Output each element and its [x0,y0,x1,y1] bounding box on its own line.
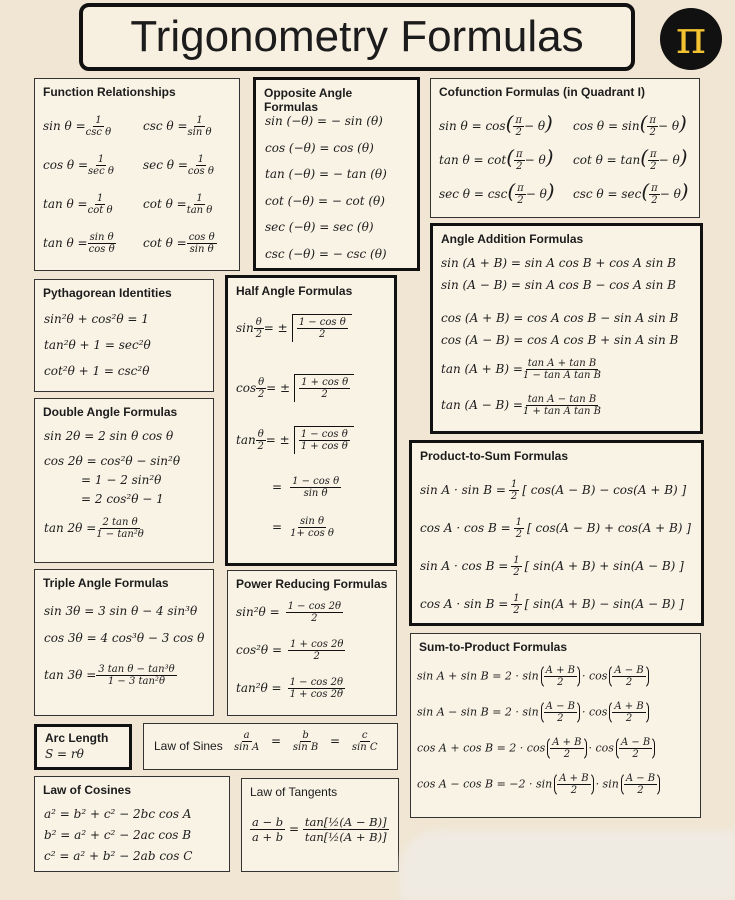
formula-fraction [96,517,144,540]
paren: ) [679,111,687,135]
denominator: 1 + cos 2θ [289,689,344,700]
formula-tail: − θ [525,187,547,201]
paren: ( [640,145,649,169]
formula-line: csc (−θ) = − csc (θ) [265,246,387,261]
numerator: 1 [97,154,105,165]
formula-lhs: sin²θ = [236,605,280,619]
formula-fraction [88,232,116,255]
numerator: 1 − cos θ [298,317,346,328]
formula-line [420,593,684,616]
law-of-sines-box [143,723,398,770]
sqrt-radical [294,426,354,454]
formula-fraction [288,639,345,662]
formula-line: sin (−θ) = − sin (θ) [265,114,383,128]
numerator: π [651,183,658,194]
equals-sign: = [272,520,283,534]
formula-line [573,145,688,172]
denominator: 2 [649,127,656,138]
denominator: 2 [516,161,523,172]
section-heading: Triple Angle Formulas [43,576,169,590]
formula-fraction [619,737,652,760]
paren: ( [641,179,650,203]
formula-fraction [188,154,214,177]
formula-tail: − θ [658,153,680,167]
formula-lhs: tan 3θ = [44,668,97,682]
formula-tail: − θ [524,153,546,167]
formula-line: tan (−θ) = − tan (θ) [265,167,387,181]
section-heading: Power Reducing Formulas [236,577,388,591]
paren: ( [507,179,516,203]
numerator: θ [258,377,265,388]
formula-lhs: cos θ = [43,158,89,172]
formula-line [143,115,212,138]
pythagorean-box [34,279,214,392]
paren-group [554,772,593,797]
formula-line [236,677,345,700]
numerator: A + B [559,773,589,784]
numerator: cos θ [188,232,215,243]
formula-fraction [511,555,521,578]
formula-fraction [649,183,660,206]
formula-rhs: [ cos(A − B) − cos(A + B) ] [522,483,687,497]
numerator: A + B [545,665,575,676]
formula-line [439,145,554,172]
denominator: 2 [313,651,320,662]
numerator: sin θ [89,232,114,243]
numerator: π [517,183,524,194]
denominator: 2 [517,195,524,206]
denominator: sin θ [187,127,212,138]
denominator: 2 [625,713,633,724]
formula-lhs: sin A · cos B = [420,559,509,573]
plus-minus: = ± [263,321,288,335]
arc-length-box [34,724,132,770]
formula-line [43,154,114,177]
cofunction-box [430,78,700,218]
numerator: 1 − cos 2θ [287,601,342,612]
denominator: cos θ [187,166,214,177]
formula-lhs: csc θ = [143,119,188,133]
formula-lhs: csc θ = sec [573,187,642,201]
section-heading: Half Angle Formulas [236,284,353,298]
formula-lhs: tan (A + B) = [441,362,523,376]
formula-fraction [515,183,526,206]
formula-lhs: cos A · cos B = [420,521,511,535]
numerator: 1 [196,193,203,204]
formula-fraction [514,149,525,172]
denominator: 2 [255,329,262,340]
numerator: 1 [196,115,203,126]
denominator: 2 [510,491,518,502]
formula-fraction [286,601,343,624]
formula-lhs: sin A − sin B = 2 · sin [417,705,539,719]
formula-fraction [544,701,577,724]
numerator: tan A + tan B [527,358,597,369]
paren-group [609,700,648,725]
formula-fraction [299,429,350,452]
formula-line [44,664,177,687]
numerator: 1 [510,479,518,490]
formula-fraction [254,317,264,340]
denominator: 1 − tan²θ [96,529,144,540]
paren: ) [546,179,555,203]
formula-line [236,374,354,402]
paren-group [616,736,655,761]
plus-minus: = ± [266,381,291,395]
formula-fraction [511,593,521,616]
formula-lhs: sin θ = cos [439,119,506,133]
formula-fraction [256,377,266,400]
numerator: 1 − cos 2θ [289,677,344,688]
formula-lhs: cos A − cos B = −2 · sin [417,777,553,791]
formula-line [143,154,214,177]
formula-line: b² = a² + c² − 2ac cos B [44,828,192,842]
formula-line [236,314,352,342]
formula-line: sin (A − B) = sin A cos B − cos A sin B [441,278,676,292]
formula-line [417,772,662,797]
denominator: 2 [557,713,564,724]
equals-sign: = [289,822,300,836]
formula-lhs: cot θ = [143,197,187,211]
denominator: 2 [321,389,328,400]
denominator: 2 [257,441,264,452]
law-of-sines-term-a: $\frac{a}{\text{sin A}}$ [234,730,260,753]
formula-line: c² = a² + b² − 2ab cos C [44,849,193,863]
formula-line [143,232,217,255]
formula-fraction [188,115,212,138]
denominator: csc θ [85,127,112,138]
formula-line: cos (A + B) = cos A cos B − sin A sin B [441,311,679,325]
formula-fraction [290,516,334,539]
denominator: 1 + cos θ [300,441,348,452]
formula-fraction [513,115,524,138]
denominator: 2 [651,195,658,206]
formula-line [573,179,689,206]
formula-mid: · cos [581,705,608,719]
formula-lhs: sin A + sin B = 2 · sin [417,669,539,683]
numerator: 1 [96,193,104,204]
formula-fraction [523,394,601,417]
formula-line [420,479,686,502]
formula-line [439,111,553,138]
formula-lhs: sin A · sin B = [420,483,506,497]
formula-lhs: cot θ = tan [573,153,641,167]
paren-group [541,700,580,725]
numerator: 3 tan θ − tan³θ [98,664,175,675]
section-heading: Pythagorean Identities [43,286,172,300]
denominator: 2 [513,605,520,616]
numerator: A − B [614,665,644,676]
section-heading: Cofunction Formulas (in Quadrant I) [439,85,645,99]
formula-fraction [297,317,348,340]
formula-line [441,394,601,417]
formula-lhs: tan (A − B) = [441,398,523,412]
paren-group [609,664,648,689]
opposite-angle-box [253,77,420,271]
formula-fraction [299,377,350,400]
section-heading: Arc Length [45,731,109,745]
formula-tail: − θ [657,119,680,133]
section-heading: Law of Cosines [43,783,132,797]
formula-line: cot (−θ) = − cot (θ) [265,193,385,208]
formula-line: sin (A + B) = sin A cos B + cos A sin B [441,256,676,270]
power-reducing-box [227,570,397,716]
numerator: A + B [552,737,582,748]
formula-lhs: cos A · sin B = [420,597,509,611]
formula-rhs: [ sin(A + B) + sin(A − B) ] [524,559,684,573]
numerator: sin θ [300,516,324,527]
denominator: sec θ [88,166,114,177]
formula-lhs: cot θ = [143,236,187,250]
denominator: sin θ [189,244,214,255]
arc-length-formula: S = rθ [45,747,84,761]
denominator: 2 [311,613,318,624]
triple-angle-box [34,569,214,716]
formula-line [236,426,354,454]
section-heading: Sum-to-Product Formulas [419,640,568,654]
numerator: θ [255,317,262,328]
formula-lhs: tan [236,433,256,447]
law-of-cosines-box [34,776,230,872]
formula-mid: · cos [588,741,614,755]
formula-lhs: tan²θ = [236,681,282,695]
formula-line: cos 2θ = cos²θ − sin²θ [44,454,181,468]
formula-fraction [86,115,112,138]
numerator: 1 [515,517,523,528]
sum-to-product-box [410,633,701,818]
formula-lhs: cos²θ = [236,643,283,657]
formula-fraction [256,429,266,452]
denominator: 2 [650,161,657,172]
section-heading: Law of Sines [154,739,223,753]
numerator: A − B [545,701,575,712]
denominator: sin θ [303,488,328,499]
formula-line: cos 3θ = 4 cos³θ − 3 cos θ [44,631,205,645]
paren: ) [545,145,554,169]
product-to-sum-box [409,440,704,626]
formula-rhs: [ cos(A − B) + cos(A + B) ] [527,521,691,535]
formula-lhs: tan θ = [43,236,88,250]
paren-group [541,664,580,689]
formula-mid: · sin [595,777,619,791]
paren-group [621,772,660,797]
section-heading: Double Angle Formulas [43,405,178,419]
denominator: 2 [570,785,578,796]
paren: ) [545,111,553,135]
numerator: 1 − cos θ [292,476,340,487]
formula-line [420,517,691,540]
section-heading: Product-to-Sum Formulas [420,449,569,463]
formula-line: = 1 − 2 sin²θ [81,473,162,487]
section-heading: Opposite Angle Formulas [264,86,353,114]
numerator: A − B [625,773,656,784]
formula-fraction [647,115,658,138]
law-of-tangents-rhs: $\frac{\text{tan[½(A − B)]}}{\text{tan[½(A + B)]}}$ [304,815,387,844]
denominator: 1 − 3 tan²θ [107,676,165,687]
denominator: 2 [257,389,265,400]
formula-lhs: tan θ = cot [439,153,507,167]
numerator: 1 [513,555,520,566]
numerator: 1 + cos 2θ [290,639,344,650]
formula-tail: − θ [523,119,546,133]
section-heading: Angle Addition Formulas [441,232,584,246]
formula-fraction [88,154,114,177]
paren-group [547,736,586,761]
sqrt-radical [292,314,352,342]
denominator: 2 [563,749,571,760]
formula-fraction [88,193,113,216]
denominator: 2 [625,677,633,688]
denominator: 1 − tan A tan B [522,370,601,381]
denominator: cos θ [88,244,115,255]
formula-fraction [624,773,657,796]
section-heading: Law of Tangents [250,785,338,799]
formula-line [272,476,341,499]
numerator: 1 [197,154,205,165]
formula-rhs: [ sin(A + B) − sin(A − B) ] [524,597,684,611]
formula-line [439,179,555,206]
formula-lhs: tan θ = [43,197,88,211]
formula-line [44,517,144,540]
numerator: 1 [513,593,520,604]
formula-line [272,516,334,539]
function-relationships-box [34,78,240,271]
formula-lhs: sec θ = csc [439,187,508,201]
denominator: 2 [637,785,644,796]
numerator: A − B [620,737,651,748]
formula-fraction [544,665,577,688]
section-heading: Function Relationships [43,85,176,99]
paren: ( [505,111,514,135]
formula-tail: − θ [659,187,681,201]
denominator: tan θ [186,205,213,216]
numerator: π [650,149,657,160]
denominator: 2 [515,529,523,540]
formula-fraction [187,193,213,216]
numerator: θ [257,429,264,440]
formula-fraction [96,664,176,687]
numerator: 1 + cos θ [301,377,349,388]
formula-line [420,555,684,578]
law-of-tangents-box [241,778,399,872]
equals-sign: = [271,734,282,748]
denominator: 2 [513,567,520,578]
equals-sign: = [330,734,341,748]
numerator: A + B [614,701,644,712]
formula-fraction [648,149,659,172]
formula-fraction [557,773,590,796]
formula-fraction [550,737,583,760]
numerator: 2 tan θ [102,517,138,528]
formula-line [236,601,343,624]
formula-fraction [187,232,217,255]
sqrt-radical [294,374,354,402]
blurred-overlay [400,830,735,900]
formula-line [43,232,116,255]
formula-line: sin²θ + cos²θ = 1 [44,312,149,326]
formula-fraction [612,701,645,724]
formula-lhs: tan 2θ = [44,521,97,535]
denominator: cot θ [87,205,113,216]
half-angle-box [225,275,397,566]
numerator: π [649,115,656,126]
paren: ( [639,111,648,135]
formula-lhs: cos [236,381,257,395]
formula-line: cos (−θ) = cos (θ) [265,140,374,155]
paren: ) [679,145,688,169]
numerator: π [515,115,522,126]
formula-line: = 2 cos²θ − 1 [81,492,164,506]
law-of-tangents-lhs: $\frac{a - b}{a + b}$ [252,815,284,844]
pi-logo-icon: π [660,8,722,70]
plus-minus: = ± [265,433,290,447]
numerator: π [516,149,523,160]
law-of-sines-term-b: $\frac{b}{\text{sin B}}$ [292,730,319,753]
law-of-sines-term-c: $\frac{c}{\text{sin C}}$ [351,730,378,753]
formula-line: a² = b² + c² − 2bc cos A [44,807,192,821]
numerator: 1 [95,115,102,126]
formula-line: sin 3θ = 3 sin θ − 4 sin³θ [44,604,198,618]
paren: ( [506,145,515,169]
formula-line: cot²θ + 1 = csc²θ [44,364,150,378]
denominator: 2 [557,677,564,688]
denominator: 2 [319,329,326,340]
formula-line: sec (−θ) = sec (θ) [265,220,374,234]
formula-line [43,115,111,138]
formula-lhs: sin θ = [43,119,86,133]
formula-line: tan²θ + 1 = sec²θ [44,338,151,352]
denominator: 2 [632,749,639,760]
formula-line: sin 2θ = 2 sin θ cos θ [44,429,174,443]
formula-lhs: cos A + cos B = 2 · cos [417,741,546,755]
denominator: 2 [515,127,522,138]
formula-lhs: sec θ = [143,158,188,172]
formula-mid: · cos [581,669,608,683]
formula-line [417,700,651,725]
page-title: Trigonometry Formulas [79,3,635,71]
formula-line [417,664,651,689]
paren: ) [680,179,689,203]
denominator: 1+ cos θ [290,528,334,539]
formula-line [236,639,345,662]
formula-line [43,193,112,216]
numerator: tan A − tan B [527,394,597,405]
formula-fraction [523,358,601,381]
formula-line [573,111,687,138]
formula-line: cos (A − B) = cos A cos B + sin A sin B [441,333,679,347]
formula-line [143,193,212,216]
numerator: 1 − cos θ [300,429,348,440]
angle-addition-box [430,223,703,434]
formula-fraction [509,479,519,502]
formula-lhs: cos θ = sin [573,119,640,133]
formula-fraction [612,665,645,688]
double-angle-box [34,398,214,563]
equals-sign: = [272,480,283,494]
formula-fraction [288,677,345,700]
formula-fraction [514,517,524,540]
formula-lhs: sin [236,321,254,335]
formula-line [417,736,657,761]
denominator: 1 + tan A tan B [522,406,601,417]
formula-line [441,358,601,381]
formula-fraction [290,476,341,499]
